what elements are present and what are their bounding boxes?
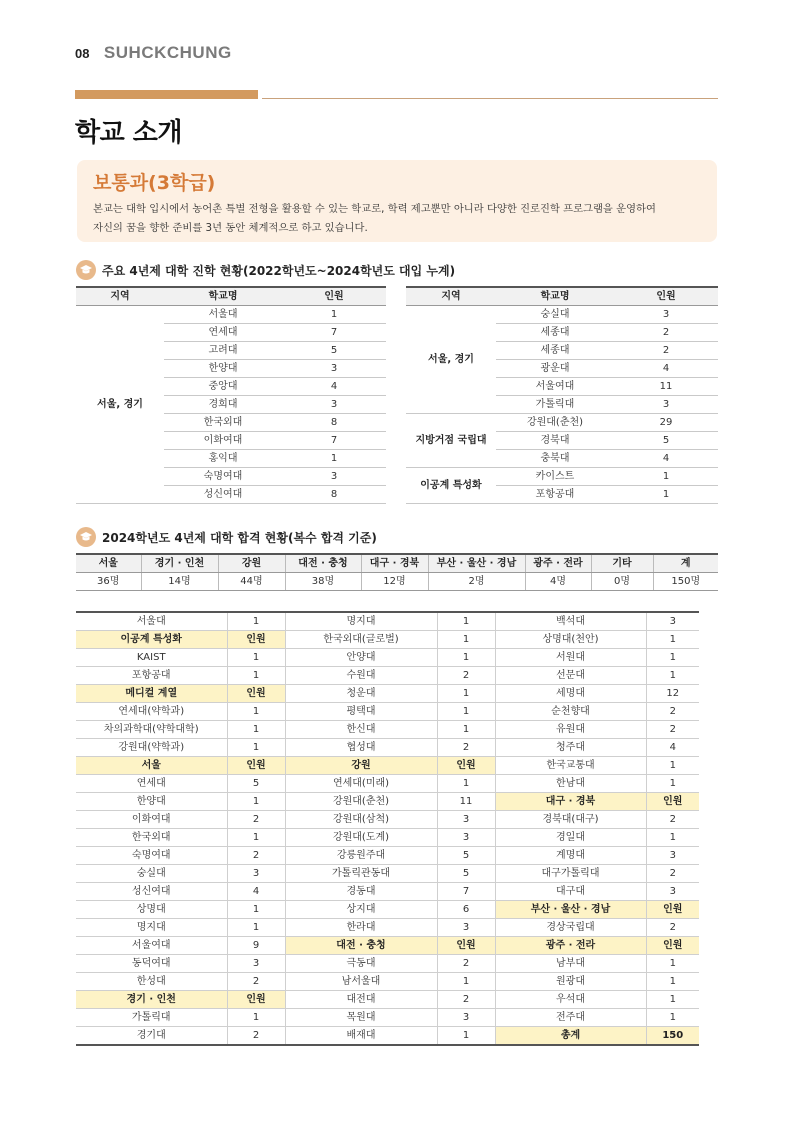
school-cell: 한남대 (495, 775, 646, 793)
school-cell: 수원대 (285, 667, 437, 685)
school-cell: 경희대 (164, 396, 282, 414)
count-cell: 1 (646, 667, 699, 685)
col-header-count: 인원 (614, 287, 718, 306)
category-header-cell: 인원 (437, 757, 495, 775)
count-cell: 1 (614, 468, 718, 486)
table-row (76, 757, 699, 775)
count-cell: 2 (227, 847, 285, 865)
count-cell: 2 (227, 811, 285, 829)
region-total: 4명 (525, 573, 591, 591)
count-cell: 1 (646, 991, 699, 1009)
category-header-cell: 인원 (646, 901, 699, 919)
category-header-cell: 150 (646, 1027, 699, 1046)
enrollment-table-left (76, 286, 386, 504)
intro-line-1: 본교는 대학 입시에서 농어촌 특별 전형을 활용할 수 있는 학교로, 학력 제고뿐만 아니라 다양한 진로진학 프로그램을 운영하여 (93, 203, 656, 215)
school-cell: 명지대 (285, 612, 437, 631)
page-number: 08 (75, 46, 90, 61)
count-cell: 3 (437, 919, 495, 937)
accent-bar (75, 90, 258, 99)
section2-heading: 2024학년도 4년제 대학 합격 현황(복수 합격 기준) (102, 530, 377, 545)
region-header: 경기 · 인천 (141, 554, 218, 573)
count-cell: 1 (646, 649, 699, 667)
school-cell: 상명대(천안) (495, 631, 646, 649)
school-cell: KAIST (76, 649, 227, 667)
school-cell: 원광대 (495, 973, 646, 991)
count-cell: 2 (646, 721, 699, 739)
count-cell: 2 (437, 991, 495, 1009)
region-header: 광주 · 전라 (525, 554, 591, 573)
count-cell: 3 (282, 360, 386, 378)
count-cell: 1 (437, 775, 495, 793)
count-cell: 4 (227, 883, 285, 901)
category-header-cell: 경기 · 인천 (76, 991, 227, 1009)
school-cell: 대전대 (285, 991, 437, 1009)
region-header: 강원 (218, 554, 285, 573)
category-header-cell: 인원 (227, 757, 285, 775)
school-cell: 한국외대(글로벌) (285, 631, 437, 649)
school-cell: 성신여대 (164, 486, 282, 504)
school-cell: 강원대(도계) (285, 829, 437, 847)
region-total: 0명 (591, 573, 653, 591)
count-cell: 1 (227, 901, 285, 919)
section1-heading: 주요 4년제 대학 진학 현황(2022학년도~2024학년도 대입 누계) (102, 263, 456, 278)
category-header-cell: 이공계 특성화 (76, 631, 227, 649)
table-row (76, 703, 699, 721)
category-header-cell: 인원 (227, 685, 285, 703)
region-header: 서울 (76, 554, 141, 573)
school-cell: 우석대 (495, 991, 646, 1009)
count-cell: 3 (646, 612, 699, 631)
table-row (76, 937, 699, 955)
count-cell: 2 (614, 342, 718, 360)
school-cell: 이화여대 (164, 432, 282, 450)
count-cell: 2 (646, 811, 699, 829)
school-cell: 목원대 (285, 1009, 437, 1027)
count-cell: 1 (437, 721, 495, 739)
school-cell: 세명대 (495, 685, 646, 703)
school-cell: 서울여대 (76, 937, 227, 955)
count-cell: 1 (227, 721, 285, 739)
count-cell: 1 (646, 631, 699, 649)
school-cell: 한국외대 (164, 414, 282, 432)
count-cell: 2 (437, 667, 495, 685)
section1-title (76, 260, 455, 280)
school-cell: 중앙대 (164, 378, 282, 396)
school-cell: 한양대 (76, 793, 227, 811)
school-cell: 연세대 (76, 775, 227, 793)
count-cell: 2 (227, 973, 285, 991)
school-cell: 한양대 (164, 360, 282, 378)
school-cell: 서원대 (495, 649, 646, 667)
table-row (76, 721, 699, 739)
count-cell: 3 (227, 955, 285, 973)
count-cell: 1 (437, 703, 495, 721)
count-cell: 1 (227, 667, 285, 685)
intro-text (93, 200, 711, 238)
school-cell: 유원대 (495, 721, 646, 739)
admission-detail-table (76, 611, 699, 1046)
school-cell: 배재대 (285, 1027, 437, 1046)
count-cell: 2 (614, 324, 718, 342)
table-row (76, 811, 699, 829)
table-row (76, 1027, 699, 1046)
count-cell: 5 (227, 775, 285, 793)
count-cell: 1 (437, 685, 495, 703)
count-cell: 9 (227, 937, 285, 955)
table-row (76, 901, 699, 919)
table-row (406, 414, 718, 432)
school-cell: 한국교통대 (495, 757, 646, 775)
col-header-count: 인원 (282, 287, 386, 306)
school-cell: 경동대 (285, 883, 437, 901)
count-cell: 1 (227, 919, 285, 937)
region-header: 부산 · 울산 · 경남 (428, 554, 525, 573)
category-header-cell: 인원 (227, 631, 285, 649)
count-cell: 1 (646, 1009, 699, 1027)
graduation-cap-icon (76, 260, 96, 280)
school-cell: 순천향대 (495, 703, 646, 721)
intro-line-2: 자신의 꿈을 향한 준비를 3년 동안 체계적으로 하고 있습니다. (93, 222, 368, 234)
graduation-cap-icon (76, 527, 96, 547)
school-cell: 청주대 (495, 739, 646, 757)
school-cell: 청운대 (285, 685, 437, 703)
count-cell: 1 (282, 306, 386, 324)
col-header-region: 지역 (406, 287, 496, 306)
count-cell: 11 (614, 378, 718, 396)
col-header-school: 학교명 (496, 287, 614, 306)
region-header: 기타 (591, 554, 653, 573)
table-row (76, 739, 699, 757)
table-row (76, 685, 699, 703)
school-cell: 가톨릭대 (76, 1009, 227, 1027)
col-header-region: 지역 (76, 287, 164, 306)
count-cell: 3 (437, 811, 495, 829)
school-cell: 충북대 (496, 450, 614, 468)
count-cell: 3 (227, 865, 285, 883)
table-row (76, 955, 699, 973)
table-row (406, 468, 718, 486)
school-cell: 강릉원주대 (285, 847, 437, 865)
count-cell: 5 (437, 847, 495, 865)
table-row (76, 667, 699, 685)
school-cell: 선문대 (495, 667, 646, 685)
category-header-cell: 광주 · 전라 (495, 937, 646, 955)
table-row (76, 883, 699, 901)
region-total: 150명 (653, 573, 718, 591)
count-cell: 1 (437, 631, 495, 649)
table-row (76, 973, 699, 991)
count-cell: 3 (614, 396, 718, 414)
region-total: 2명 (428, 573, 525, 591)
school-cell: 포항공대 (76, 667, 227, 685)
table-row (76, 847, 699, 865)
count-cell: 5 (282, 342, 386, 360)
region-total: 14명 (141, 573, 218, 591)
table-row (76, 865, 699, 883)
count-cell: 6 (437, 901, 495, 919)
school-cell: 백석대 (495, 612, 646, 631)
school-cell: 대구가톨릭대 (495, 865, 646, 883)
school-cell: 숙명여대 (76, 847, 227, 865)
count-cell: 2 (646, 703, 699, 721)
count-cell: 7 (282, 324, 386, 342)
school-cell: 차의과학대(약학대학) (76, 721, 227, 739)
count-cell: 3 (437, 1009, 495, 1027)
region-total: 44명 (218, 573, 285, 591)
count-cell: 1 (227, 793, 285, 811)
count-cell: 1 (437, 612, 495, 631)
category-header-cell: 인원 (646, 793, 699, 811)
school-cell: 한라대 (285, 919, 437, 937)
school-cell: 극동대 (285, 955, 437, 973)
school-cell: 강원대(약학과) (76, 739, 227, 757)
count-cell: 2 (227, 1027, 285, 1046)
region-total: 36명 (76, 573, 141, 591)
school-cell: 한국외대 (76, 829, 227, 847)
school-cell: 광운대 (496, 360, 614, 378)
count-cell: 3 (282, 396, 386, 414)
category-header-cell: 서울 (76, 757, 227, 775)
count-cell: 1 (437, 649, 495, 667)
region-cell: 서울, 경기 (406, 306, 496, 414)
region-header: 계 (653, 554, 718, 573)
school-cell: 가톨릭관동대 (285, 865, 437, 883)
school-cell: 강원대(삼척) (285, 811, 437, 829)
category-header-cell: 인원 (227, 991, 285, 1009)
count-cell: 2 (646, 865, 699, 883)
school-cell: 상지대 (285, 901, 437, 919)
school-cell: 숭실대 (76, 865, 227, 883)
intro-box (77, 160, 717, 242)
table-row (76, 991, 699, 1009)
table-row (76, 793, 699, 811)
count-cell: 11 (437, 793, 495, 811)
school-cell: 동덕여대 (76, 955, 227, 973)
table-row (76, 919, 699, 937)
school-cell: 이화여대 (76, 811, 227, 829)
region-header: 대구 · 경북 (361, 554, 428, 573)
intro-heading: 보통과(3학급) (93, 172, 216, 194)
school-cell: 성신여대 (76, 883, 227, 901)
school-cell: 연세대 (164, 324, 282, 342)
table-row (76, 649, 699, 667)
school-cell: 상명대 (76, 901, 227, 919)
count-cell: 8 (282, 414, 386, 432)
school-cell: 서울대 (76, 612, 227, 631)
school-cell: 안양대 (285, 649, 437, 667)
table-row (76, 1009, 699, 1027)
brand-name: SUHCKCHUNG (103, 43, 232, 62)
region-cell: 이공계 특성화 (406, 468, 496, 504)
school-cell: 한성대 (76, 973, 227, 991)
count-cell: 5 (437, 865, 495, 883)
table-row (76, 829, 699, 847)
count-cell: 1 (646, 757, 699, 775)
school-cell: 전주대 (495, 1009, 646, 1027)
region-cell: 지방거점 국립대 (406, 414, 496, 468)
page-title: 학교 소개 (75, 118, 183, 148)
count-cell: 1 (437, 973, 495, 991)
count-cell: 2 (437, 955, 495, 973)
school-cell: 협성대 (285, 739, 437, 757)
school-cell: 남서울대 (285, 973, 437, 991)
count-cell: 1 (646, 955, 699, 973)
admission-summary-table (76, 553, 718, 591)
count-cell: 3 (646, 847, 699, 865)
school-cell: 경기대 (76, 1027, 227, 1046)
count-cell: 3 (614, 306, 718, 324)
school-cell: 경북대 (496, 432, 614, 450)
school-cell: 포항공대 (496, 486, 614, 504)
school-cell: 강원대(춘천) (285, 793, 437, 811)
count-cell: 4 (614, 360, 718, 378)
count-cell: 12 (646, 685, 699, 703)
count-cell: 3 (646, 883, 699, 901)
count-cell: 1 (227, 739, 285, 757)
category-header-cell: 총계 (495, 1027, 646, 1046)
count-cell: 2 (646, 919, 699, 937)
school-cell: 세종대 (496, 342, 614, 360)
region-total: 12명 (361, 573, 428, 591)
region-header: 대전 · 충청 (285, 554, 361, 573)
region-cell: 서울, 경기 (76, 306, 164, 504)
table-row (76, 612, 699, 631)
region-total: 38명 (285, 573, 361, 591)
school-cell: 가톨릭대 (496, 396, 614, 414)
category-header-cell: 강원 (285, 757, 437, 775)
category-header-cell: 인원 (437, 937, 495, 955)
count-cell: 1 (227, 829, 285, 847)
count-cell: 3 (437, 829, 495, 847)
school-cell: 경북대(대구) (495, 811, 646, 829)
count-cell: 8 (282, 486, 386, 504)
header-divider (262, 98, 718, 99)
table-row (76, 631, 699, 649)
count-cell: 7 (282, 432, 386, 450)
table-row (76, 775, 699, 793)
school-cell: 한신대 (285, 721, 437, 739)
school-cell: 고려대 (164, 342, 282, 360)
count-cell: 4 (646, 739, 699, 757)
table-row (76, 306, 386, 324)
school-cell: 숭실대 (496, 306, 614, 324)
school-cell: 명지대 (76, 919, 227, 937)
school-cell: 홍익대 (164, 450, 282, 468)
col-header-school: 학교명 (164, 287, 282, 306)
count-cell: 3 (282, 468, 386, 486)
count-cell: 1 (437, 1027, 495, 1046)
table-row (406, 306, 718, 324)
count-cell: 1 (646, 775, 699, 793)
enrollment-table-right (406, 286, 718, 504)
school-cell: 숙명여대 (164, 468, 282, 486)
school-cell: 연세대(미래) (285, 775, 437, 793)
count-cell: 29 (614, 414, 718, 432)
category-header-cell: 부산 · 울산 · 경남 (495, 901, 646, 919)
school-cell: 대구대 (495, 883, 646, 901)
count-cell: 1 (646, 829, 699, 847)
count-cell: 4 (282, 378, 386, 396)
school-cell: 세종대 (496, 324, 614, 342)
category-header-cell: 대전 · 충청 (285, 937, 437, 955)
count-cell: 4 (614, 450, 718, 468)
count-cell: 1 (227, 703, 285, 721)
count-cell: 2 (437, 739, 495, 757)
school-cell: 평택대 (285, 703, 437, 721)
school-cell: 서울대 (164, 306, 282, 324)
category-header-cell: 대구 · 경북 (495, 793, 646, 811)
school-cell: 계명대 (495, 847, 646, 865)
count-cell: 1 (227, 649, 285, 667)
school-cell: 연세대(약학과) (76, 703, 227, 721)
school-cell: 경상국립대 (495, 919, 646, 937)
category-header-cell: 메디컬 계열 (76, 685, 227, 703)
count-cell: 1 (614, 486, 718, 504)
count-cell: 1 (227, 1009, 285, 1027)
school-cell: 서울여대 (496, 378, 614, 396)
count-cell: 5 (614, 432, 718, 450)
school-cell: 강원대(춘천) (496, 414, 614, 432)
category-header-cell: 인원 (646, 937, 699, 955)
count-cell: 1 (282, 450, 386, 468)
section2-title (76, 527, 377, 547)
count-cell: 1 (227, 612, 285, 631)
school-cell: 카이스트 (496, 468, 614, 486)
school-cell: 경일대 (495, 829, 646, 847)
count-cell: 1 (646, 973, 699, 991)
count-cell: 7 (437, 883, 495, 901)
school-cell: 남부대 (495, 955, 646, 973)
page-header (75, 43, 232, 63)
